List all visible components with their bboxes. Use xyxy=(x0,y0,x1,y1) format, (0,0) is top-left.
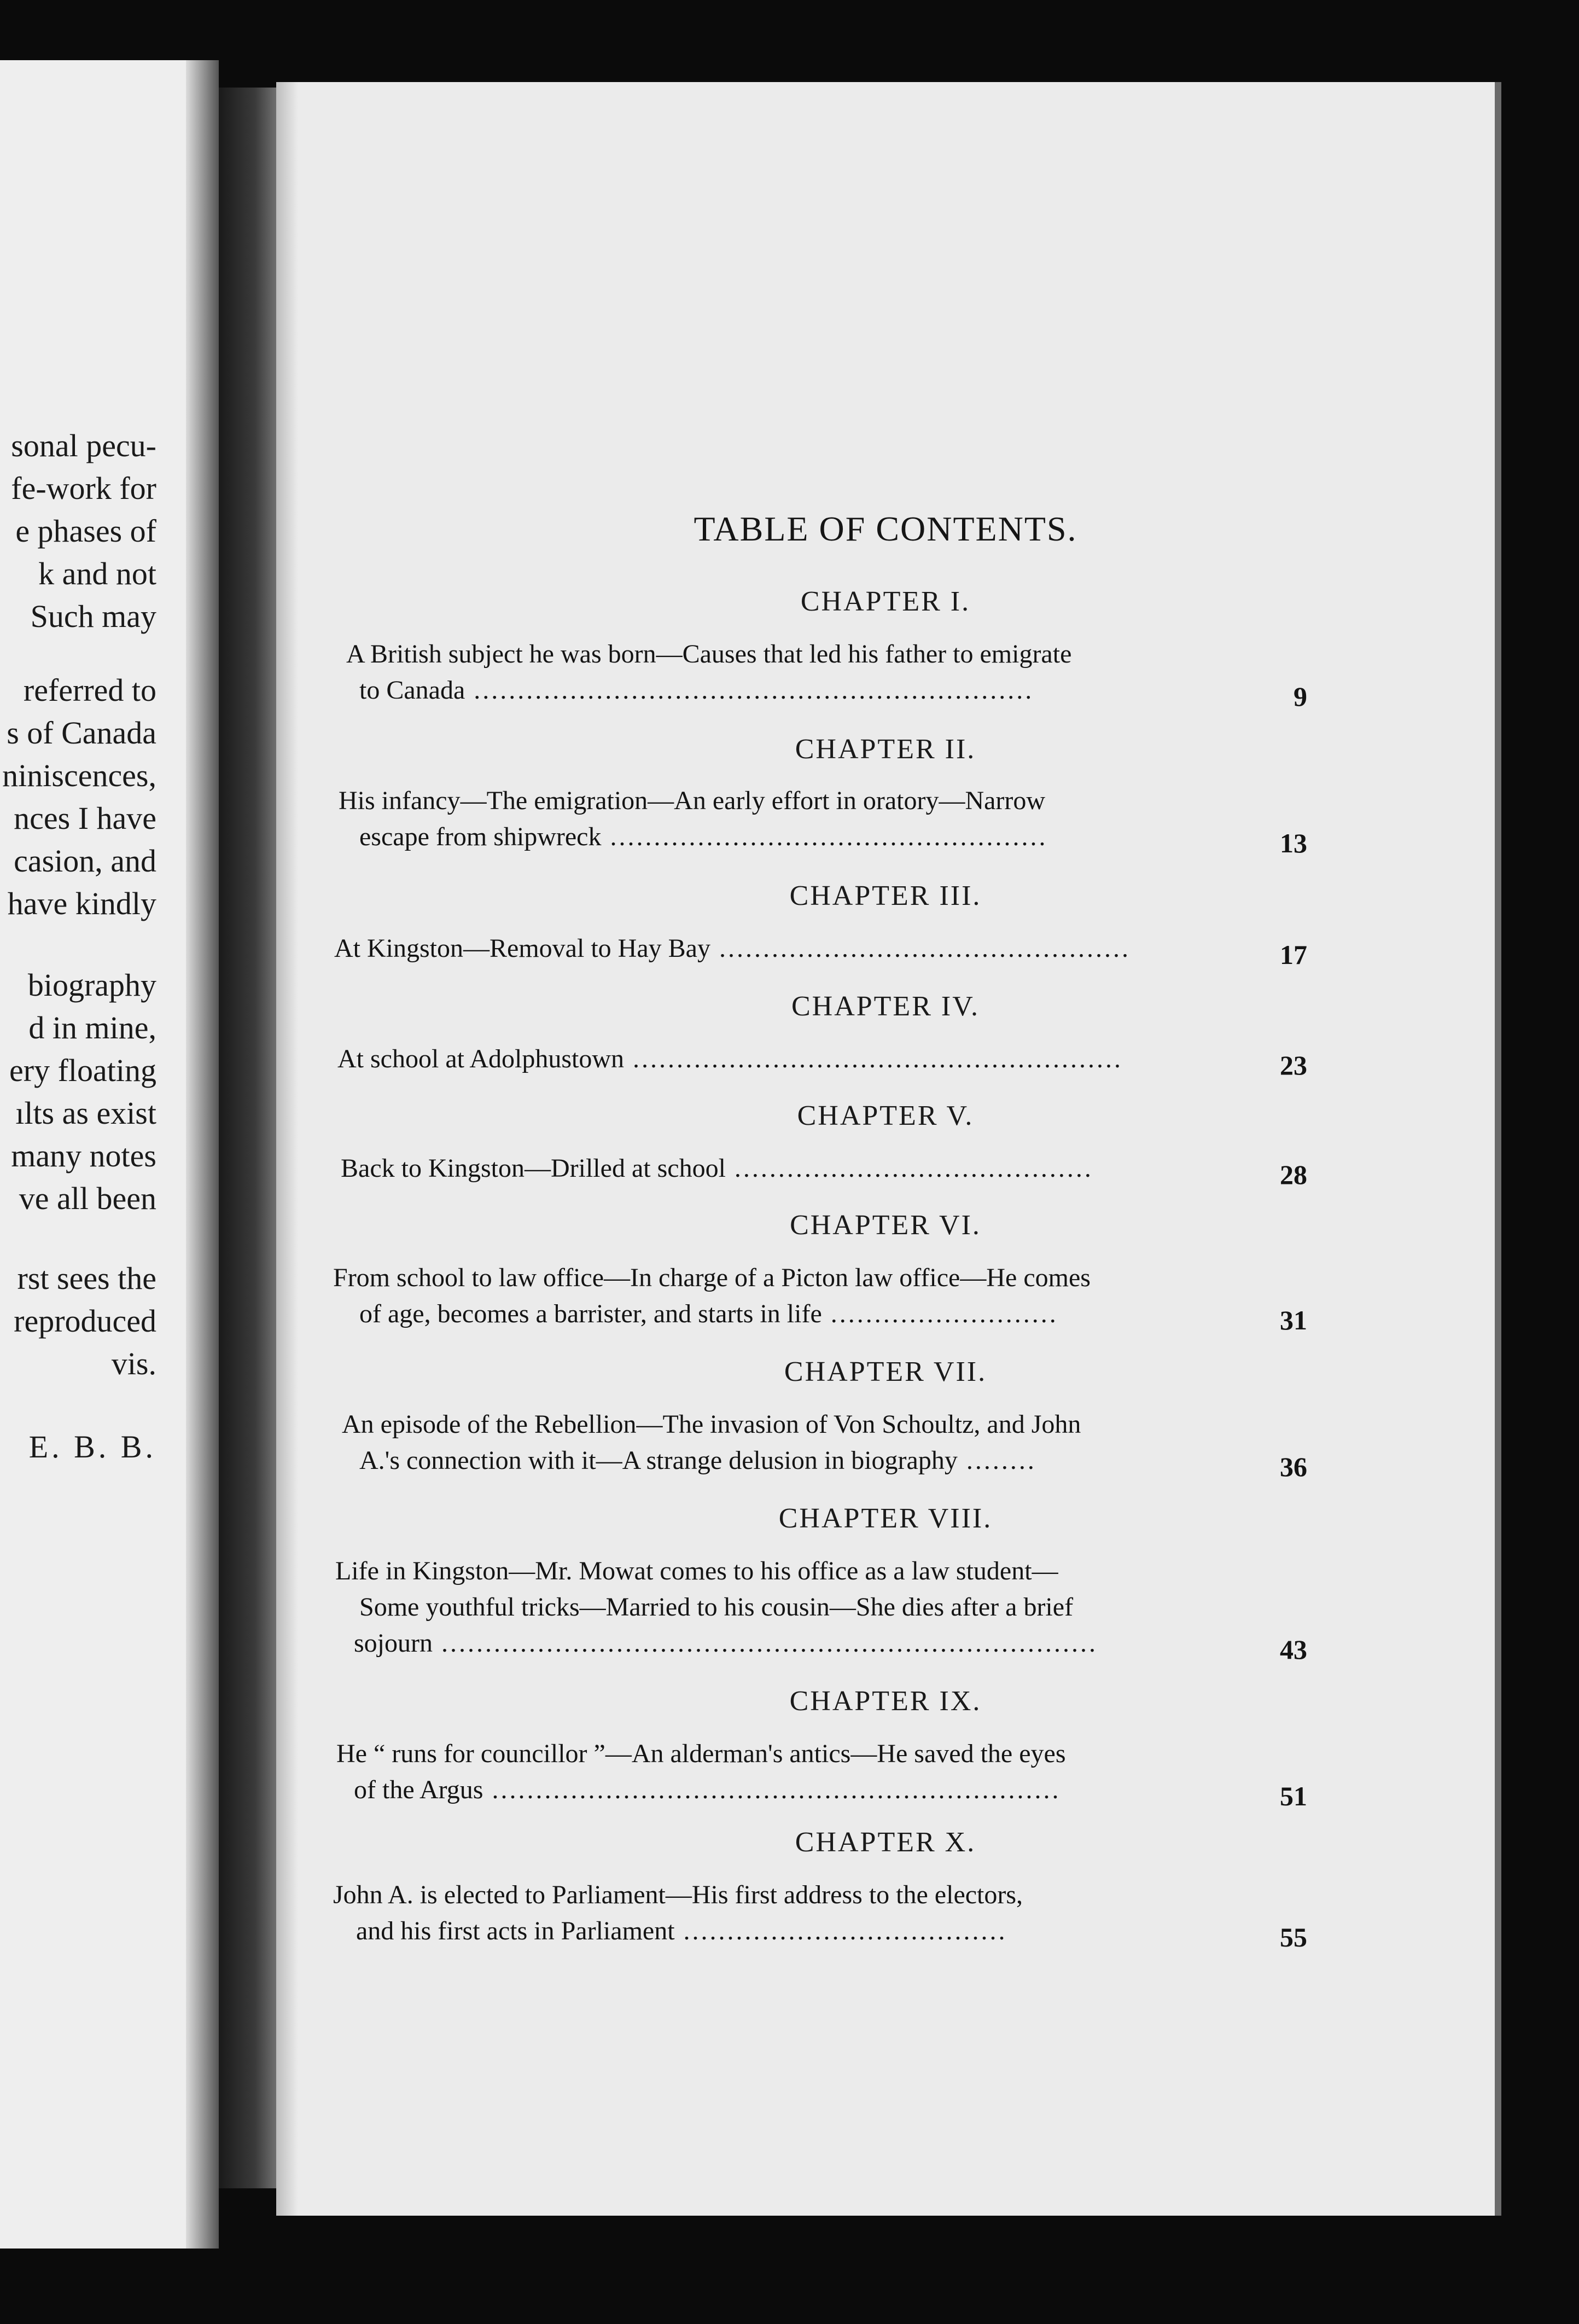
page-number: 51 xyxy=(1280,1781,1307,1811)
page-edge xyxy=(1495,82,1501,2216)
toc-entry-line: and his first acts in Parliament ..................................... xyxy=(356,1916,1007,1945)
left-page-line: nces I have xyxy=(14,800,156,836)
chapter-heading: CHAPTER VI. xyxy=(790,1210,981,1241)
left-page-line: biography xyxy=(27,967,156,1003)
toc-entry-line: Some youthful tricks—Married to his cousin—She dies after a brief xyxy=(359,1593,1074,1622)
toc-entry-line: of the Argus ................................................................. xyxy=(354,1775,1061,1804)
toc-entry-line: escape from shipwreck .................................................. xyxy=(359,822,1048,851)
toc-entry-line: Back to Kingston—Drilled at school ......................................... xyxy=(341,1154,1093,1183)
toc-entry-line: of age, becomes a barrister, and starts in life .......................... xyxy=(359,1299,1058,1328)
toc-entry-line: John A. is elected to Parliament—His first address to the electors, xyxy=(333,1880,1023,1909)
left-page-line: reproduced xyxy=(14,1303,156,1339)
chapter-heading: CHAPTER VIII. xyxy=(778,1503,993,1534)
toc-page xyxy=(276,82,1495,2216)
toc-entry-line: A British subject he was born—Causes that led his father to emigrate xyxy=(346,640,1072,669)
chapter-heading: CHAPTER IX. xyxy=(789,1686,982,1717)
left-page-line: ve all been xyxy=(19,1181,156,1216)
toc-entry-line: A.'s connection with it—A strange delusion in biography ........ xyxy=(359,1446,1036,1475)
left-page-line: ery floating xyxy=(9,1053,156,1088)
page-number: 36 xyxy=(1280,1451,1307,1482)
page-number: 17 xyxy=(1280,939,1307,970)
left-page-line: Such may xyxy=(30,599,156,634)
chapter-heading: CHAPTER III. xyxy=(789,880,982,911)
left-page-signature: E. B. B. xyxy=(28,1429,156,1465)
page-number: 31 xyxy=(1280,1305,1307,1335)
page-number: 9 xyxy=(1294,681,1307,712)
left-page-line: vis. xyxy=(111,1346,156,1381)
page-number: 28 xyxy=(1280,1159,1307,1190)
book-gutter xyxy=(219,88,279,2188)
page-number: 23 xyxy=(1280,1050,1307,1080)
chapter-heading: CHAPTER V. xyxy=(797,1100,974,1131)
left-page-binding-shadow xyxy=(186,60,219,2249)
left-page-line: have kindly xyxy=(7,886,156,921)
toc-entry-line: From school to law office—In charge of a Picton law office—He comes xyxy=(333,1263,1091,1292)
chapter-heading: CHAPTER I. xyxy=(800,586,971,617)
toc-entry-line: At Kingston—Removal to Hay Bay ............................................... xyxy=(334,934,1131,963)
toc-entry-line: He “ runs for councillor ”—An alderman's antics—He saved the eyes xyxy=(336,1739,1066,1768)
page-number: 13 xyxy=(1280,828,1307,858)
left-page-line: s of Canada xyxy=(7,715,156,751)
left-page-line: many notes xyxy=(11,1138,156,1173)
page-number: 55 xyxy=(1280,1922,1307,1953)
left-page-line: sonal pecu- xyxy=(11,428,156,463)
toc-entry-line: Life in Kingston—Mr. Mowat comes to his office as a law student— xyxy=(335,1556,1058,1585)
toc-page-binding-shadow xyxy=(276,82,298,2216)
left-page-line: k and not xyxy=(38,556,156,591)
left-page-line: referred to xyxy=(23,672,156,708)
toc-entry-line: At school at Adolphustown ........................................................ xyxy=(337,1044,1123,1073)
left-facing-page xyxy=(0,60,219,2249)
chapter-heading: CHAPTER II. xyxy=(795,734,976,765)
left-page-line: rst sees the xyxy=(17,1260,156,1296)
left-page-line: ılts as exist xyxy=(15,1095,156,1131)
chapter-heading: CHAPTER VII. xyxy=(784,1356,987,1387)
page-number: 43 xyxy=(1280,1634,1307,1665)
toc-entry-line: An episode of the Rebellion—The invasion of Von Schoultz, and John xyxy=(342,1410,1081,1439)
left-page-line: d in mine, xyxy=(28,1010,156,1045)
page-title: TABLE OF CONTENTS. xyxy=(694,509,1077,548)
left-page-line: e phases of xyxy=(15,513,156,549)
toc-entry-line: His infancy—The emigration—An early effort in oratory—Narrow xyxy=(339,786,1046,815)
left-page-line: niniscences, xyxy=(2,758,156,793)
chapter-heading: CHAPTER IV. xyxy=(791,991,980,1022)
chapter-heading: CHAPTER X. xyxy=(795,1827,976,1858)
left-page-line: fe-work for xyxy=(11,470,156,506)
toc-entry-line: sojourn ........................................................................... xyxy=(354,1629,1098,1658)
toc-entry-line: to Canada ................................................................ xyxy=(359,676,1034,705)
left-page-line: casion, and xyxy=(14,843,156,879)
